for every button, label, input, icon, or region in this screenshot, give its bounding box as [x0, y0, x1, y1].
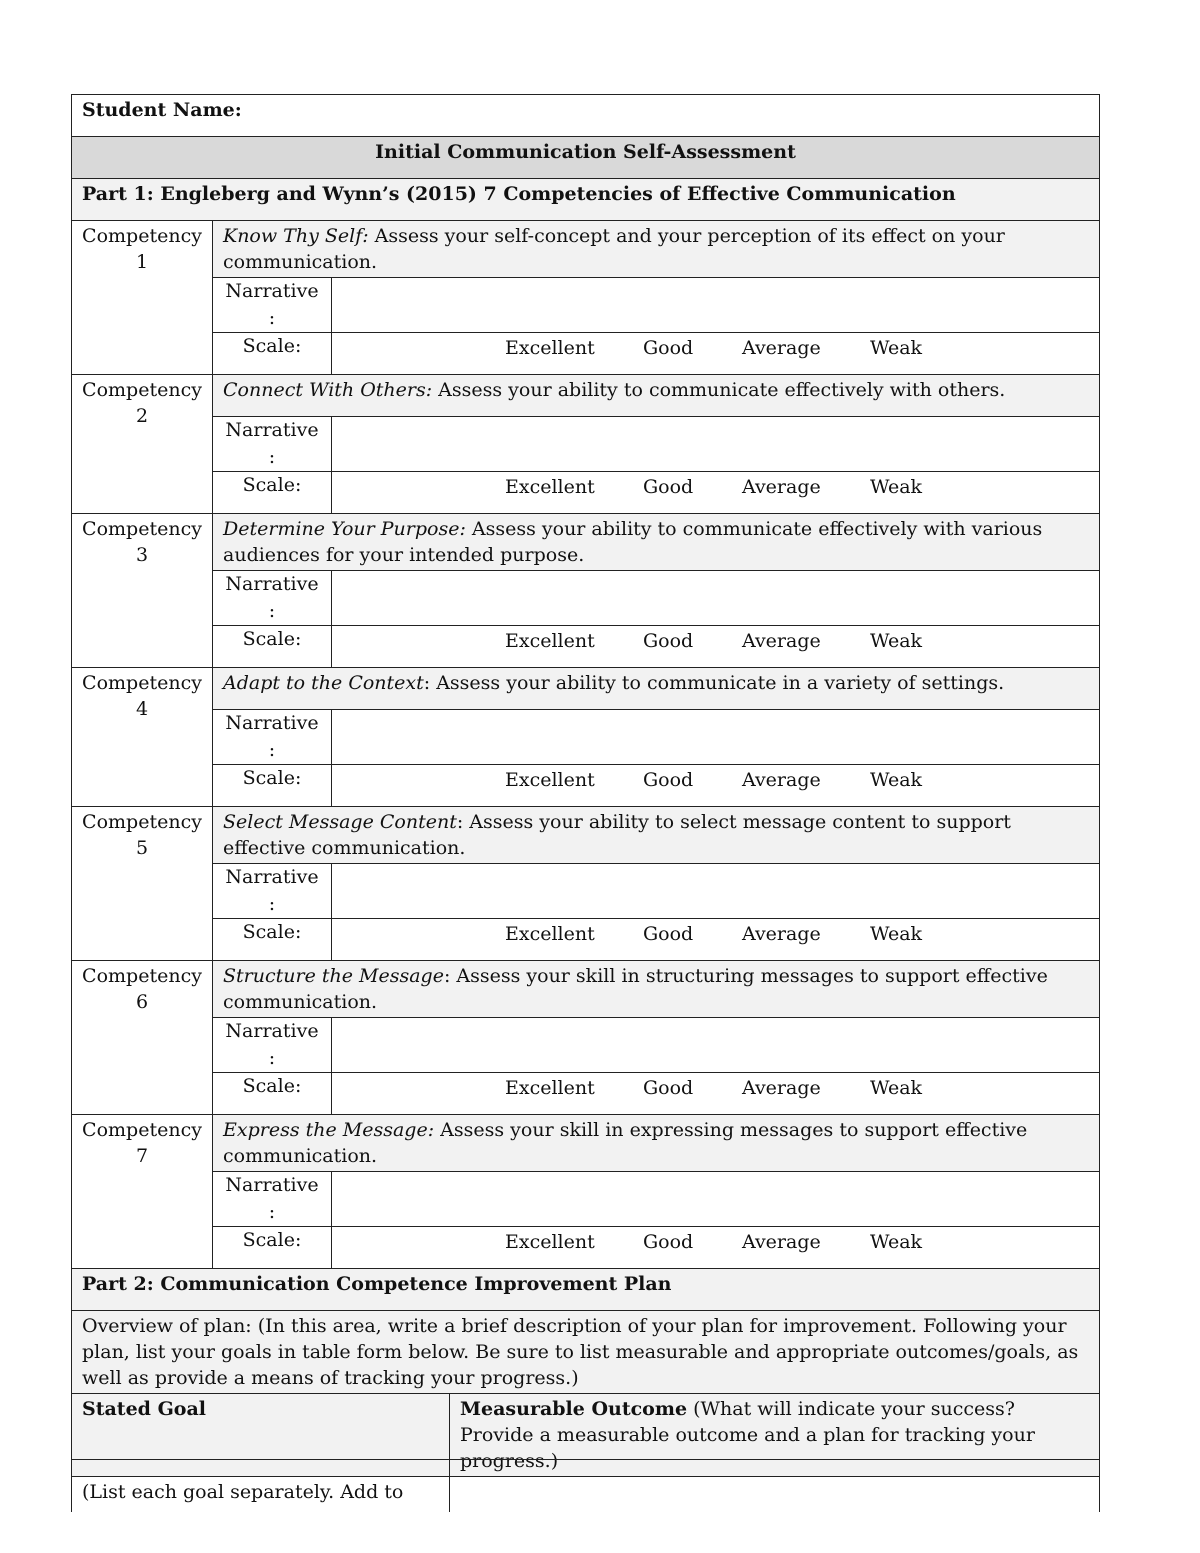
measurable-outcome-header: [450, 1394, 1100, 1477]
scale-label: Scale:: [213, 765, 332, 807]
narrative-input[interactable]: [332, 417, 1100, 472]
scale-option-excellent[interactable]: Excellent: [505, 476, 595, 498]
scale-options: [332, 1227, 1100, 1269]
part1-heading: Part 1: Engleberg and Wynn’s (2015) 7 Competencies of Effective Communication: [72, 179, 1100, 221]
competency-word: Competency: [82, 672, 202, 694]
scale-option-good[interactable]: Good: [643, 923, 694, 945]
competency-name: Structure the Message: [223, 965, 444, 987]
scale-option-weak[interactable]: Weak: [870, 923, 923, 945]
scale-option-average[interactable]: Average: [742, 769, 821, 791]
competency-text: Assess your self-concept and your perception of its effect on your communication.: [223, 225, 1005, 273]
narrative-label: Narrative :: [213, 864, 332, 919]
competency-label: [72, 961, 213, 1115]
self-assessment-form: [71, 94, 1099, 1512]
scale-option-excellent[interactable]: Excellent: [505, 337, 595, 359]
competency-description: [213, 375, 1100, 417]
narrative-input[interactable]: [332, 278, 1100, 333]
competency-word: Competency: [82, 1119, 202, 1141]
stated-goal-header: Stated Goal: [72, 1394, 450, 1477]
scale-option-excellent[interactable]: Excellent: [505, 923, 595, 945]
scale-option-weak[interactable]: Weak: [870, 337, 923, 359]
competency-label: [72, 514, 213, 668]
competency-description: [213, 961, 1100, 1018]
competency-number: 6: [135, 991, 149, 1013]
competency-number: 2: [135, 405, 149, 427]
competency-word: Competency: [82, 225, 202, 247]
scale-option-excellent[interactable]: Excellent: [505, 769, 595, 791]
plan-overview: Overview of plan: (In this area, write a brief description of your plan for improvement. Following your plan, list your goals in table form below. Be sure to list measurable and appropriate outcomes/goals, as well as provide a means of tracking your progress.): [72, 1311, 1100, 1394]
scale-option-excellent[interactable]: Excellent: [505, 1077, 595, 1099]
narrative-input[interactable]: [332, 571, 1100, 626]
scale-label: Scale:: [213, 472, 332, 514]
scale-option-good[interactable]: Good: [643, 337, 694, 359]
scale-option-average[interactable]: Average: [742, 337, 821, 359]
competency-number: 7: [135, 1145, 149, 1167]
scale-option-good[interactable]: Good: [643, 630, 694, 652]
competency-description: [213, 1115, 1100, 1172]
competency-text: Assess your ability to communicate effectively with various audiences for your intended purpose.: [223, 518, 1043, 566]
scale-option-good[interactable]: Good: [643, 1077, 694, 1099]
scale-label: Scale:: [213, 1073, 332, 1115]
scale-option-good[interactable]: Good: [643, 476, 694, 498]
part2-heading: Part 2: Communication Competence Improvement Plan: [72, 1269, 1100, 1311]
competency-label: [72, 221, 213, 375]
competency-word: Competency: [82, 379, 202, 401]
scale-options: [332, 919, 1100, 961]
competency-name: Determine Your Purpose:: [223, 518, 466, 540]
scale-options: [332, 765, 1100, 807]
assessment-table: [71, 94, 1100, 1512]
page-cut-line: [71, 1459, 1099, 1460]
narrative-label: Narrative :: [213, 1018, 332, 1073]
competency-number: 5: [135, 837, 149, 859]
competency-word: Competency: [82, 965, 202, 987]
narrative-label: Narrative :: [213, 710, 332, 765]
narrative-input[interactable]: [332, 1172, 1100, 1227]
competency-name: Know Thy Self:: [223, 225, 369, 247]
competency-word: Competency: [82, 811, 202, 833]
scale-label: Scale:: [213, 626, 332, 668]
scale-option-average[interactable]: Average: [742, 923, 821, 945]
scale-option-good[interactable]: Good: [643, 1231, 694, 1253]
scale-option-average[interactable]: Average: [742, 630, 821, 652]
competency-description: [213, 807, 1100, 864]
competency-label: [72, 1115, 213, 1269]
competency-name: Express the Message:: [223, 1119, 435, 1141]
narrative-label: Narrative :: [213, 1172, 332, 1227]
competency-word: Competency: [82, 518, 202, 540]
scale-options: [332, 626, 1100, 668]
competency-label: [72, 807, 213, 961]
scale-option-weak[interactable]: Weak: [870, 769, 923, 791]
narrative-label: Narrative :: [213, 417, 332, 472]
competency-label: [72, 375, 213, 514]
competency-description: [213, 668, 1100, 710]
competency-text: : Assess your ability to select message content to support effective communication.: [223, 811, 1011, 859]
student-name-field[interactable]: Student Name:: [72, 95, 1100, 137]
scale-label: Scale:: [213, 1227, 332, 1269]
scale-option-weak[interactable]: Weak: [870, 1231, 923, 1253]
narrative-input[interactable]: [332, 710, 1100, 765]
scale-option-good[interactable]: Good: [643, 769, 694, 791]
competency-rows: [72, 221, 1100, 1269]
scale-option-weak[interactable]: Weak: [870, 630, 923, 652]
competency-number: 3: [135, 544, 149, 566]
narrative-label: Narrative :: [213, 278, 332, 333]
measurable-outcome-note: (What will indicate your success? Provide a measurable outcome and a plan for tracking your progress.): [460, 1398, 1035, 1472]
competency-text: : Assess your skill in structuring messages to support effective communication.: [223, 965, 1048, 1013]
competency-name: Select Message Content: [223, 811, 457, 833]
scale-options: [332, 472, 1100, 514]
scale-option-weak[interactable]: Weak: [870, 1077, 923, 1099]
scale-option-average[interactable]: Average: [742, 1231, 821, 1253]
competency-number: 1: [135, 251, 149, 273]
scale-option-weak[interactable]: Weak: [870, 476, 923, 498]
measurable-outcome-label: Measurable Outcome: [460, 1398, 688, 1420]
scale-options: [332, 1073, 1100, 1115]
scale-option-excellent[interactable]: Excellent: [505, 630, 595, 652]
competency-description: [213, 221, 1100, 278]
competency-number: 4: [135, 698, 149, 720]
scale-option-excellent[interactable]: Excellent: [505, 1231, 595, 1253]
goal-cell[interactable]: (List each goal separately. Add to: [72, 1477, 450, 1513]
scale-label: Scale:: [213, 919, 332, 961]
competency-description: [213, 514, 1100, 571]
narrative-label: Narrative :: [213, 571, 332, 626]
competency-name: Adapt to the Context: [223, 672, 424, 694]
outcome-cell[interactable]: [450, 1477, 1100, 1513]
scale-label: Scale:: [213, 333, 332, 375]
scale-option-average[interactable]: Average: [742, 476, 821, 498]
competency-text: Assess your skill in expressing messages to support effective communication.: [223, 1119, 1028, 1167]
competency-label: [72, 668, 213, 807]
form-title: Initial Communication Self-Assessment: [72, 137, 1100, 179]
narrative-input[interactable]: [332, 864, 1100, 919]
scale-options: [332, 333, 1100, 375]
competency-text: : Assess your ability to communicate in a variety of settings.: [423, 672, 1005, 694]
narrative-input[interactable]: [332, 1018, 1100, 1073]
competency-name: Connect With Others:: [223, 379, 433, 401]
competency-text: Assess your ability to communicate effectively with others.: [432, 379, 1006, 401]
scale-option-average[interactable]: Average: [742, 1077, 821, 1099]
